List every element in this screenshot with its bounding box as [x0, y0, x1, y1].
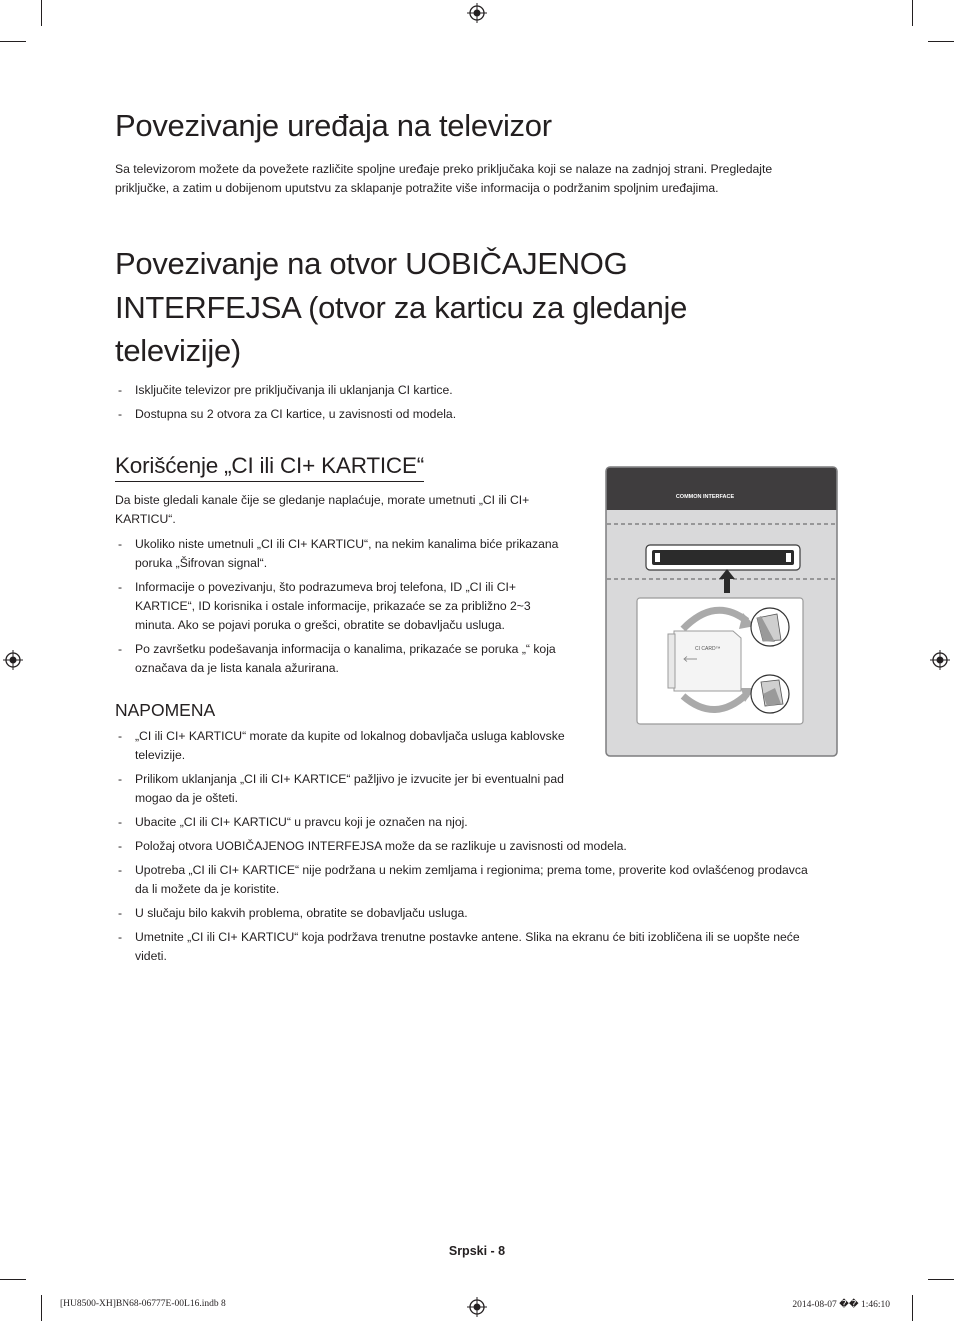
registration-mark-icon	[467, 3, 487, 23]
list-item: - Ukoliko niste umetnuli „CI ili CI+ KARTICU“, na nekim kanalima biće prikazana poruka „Šifrovan signal“.	[115, 535, 565, 573]
list-item: - Prilikom uklanjanja „CI ili CI+ KARTICE“ pažljivo je izvucite jer bi eventualni pad mogao da je ošteti.	[115, 770, 570, 808]
note-bullet-list-wide	[115, 813, 820, 971]
crop-mark	[0, 41, 26, 42]
footer-timestamp: 2014-08-07 �� 1:46:10	[792, 1300, 890, 1310]
page-title: Povezivanje uređaja na televizor	[115, 108, 552, 143]
crop-mark	[912, 0, 913, 26]
list-item: - Isključite televizor pre priključivanja ili uklanjanja CI kartice.	[115, 381, 815, 400]
list-item: - Umetnite „CI ili CI+ KARTICU“ koja podržava trenutne postavke antene. Slika na ekranu će biti izobličena ili se uopšte neće videti.	[115, 928, 820, 966]
registration-mark-icon	[467, 1297, 487, 1317]
list-item: - „CI ili CI+ KARTICU“ morate da kupite od lokalnog dobavljača usluga kablovske televizije.	[115, 727, 570, 765]
ci-slot-illustration	[605, 466, 838, 757]
crop-mark	[0, 1279, 26, 1280]
crop-mark	[928, 1279, 954, 1280]
section-title: Povezivanje na otvor UOBIČAJENOG INTERFEJSA (otvor za karticu za gledanje televizije)	[115, 246, 688, 368]
subsection-bullet-list	[115, 535, 565, 683]
subsection-title: Korišćenje „CI ili CI+ KARTICE“	[115, 453, 424, 482]
subsection-intro: Da biste gledali kanale čije se gledanje naplaćuje, morate umetnuti „CI ili CI+ KARTICU“.	[115, 493, 530, 526]
ci-slot-diagram	[605, 466, 838, 757]
note-heading: NAPOMENA	[115, 700, 216, 720]
crop-mark	[41, 0, 42, 26]
crop-mark	[41, 1295, 42, 1321]
list-item: - Upotreba „CI ili CI+ KARTICE“ nije podržana u nekim zemljama i regionima; prema tome, proverite kod ovlašćenog prodavca da li možete da je koristite.	[115, 861, 820, 899]
common-interface-label: COMMON INTERFACE	[675, 494, 735, 500]
footer-file: [HU8500-XH]BN68-06777E-00L16.indb 8	[60, 1299, 226, 1309]
list-item: - Ubacite „CI ili CI+ KARTICU“ u pravcu koji je označen na njoj.	[115, 813, 820, 832]
note-bullet-list-narrow	[115, 727, 570, 813]
list-item: - Dostupna su 2 otvora za CI kartice, u zavisnosti od modela.	[115, 405, 815, 424]
list-item: - Po završetku podešavanja informacija o kanalima, prikazaće se poruka „“ koja označava da je lista kanala ažurirana.	[115, 640, 565, 678]
list-item: - U slučaju bilo kakvih problema, obratite se dobavljaču usluga.	[115, 904, 820, 923]
ci-card-icon	[674, 631, 741, 691]
section-bullet-list	[115, 381, 815, 429]
list-item: - Položaj otvora UOBIČAJENOG INTERFEJSA može da se razlikuje u zavisnosti od modela.	[115, 837, 820, 856]
intro-paragraph: Sa televizorom možete da povežete različite spoljne uređaje preko priključaka koji se nalaze na zadnjoj strani. Pregledajte priključke, a zatim u dobijenom uputstvu za sklapanje potražite više informacija o podržanim spoljnim uređajima.	[115, 162, 773, 195]
crop-mark	[912, 1295, 913, 1321]
ci-card-label: CI CARD™	[695, 646, 721, 652]
page-number: Srpski - 8	[448, 1244, 506, 1258]
crop-mark	[928, 41, 954, 42]
registration-mark-icon	[3, 650, 23, 670]
registration-mark-icon	[930, 650, 950, 670]
list-item: - Informacije o povezivanju, što podrazumeva broj telefona, ID „CI ili CI+ KARTICE“, ID korisnika i ostale informacije, prikazaće se za približno 2~3 minuta. Ako se pojavi poruka o grešci, obratite se dobavljaču usluga.	[115, 578, 565, 635]
